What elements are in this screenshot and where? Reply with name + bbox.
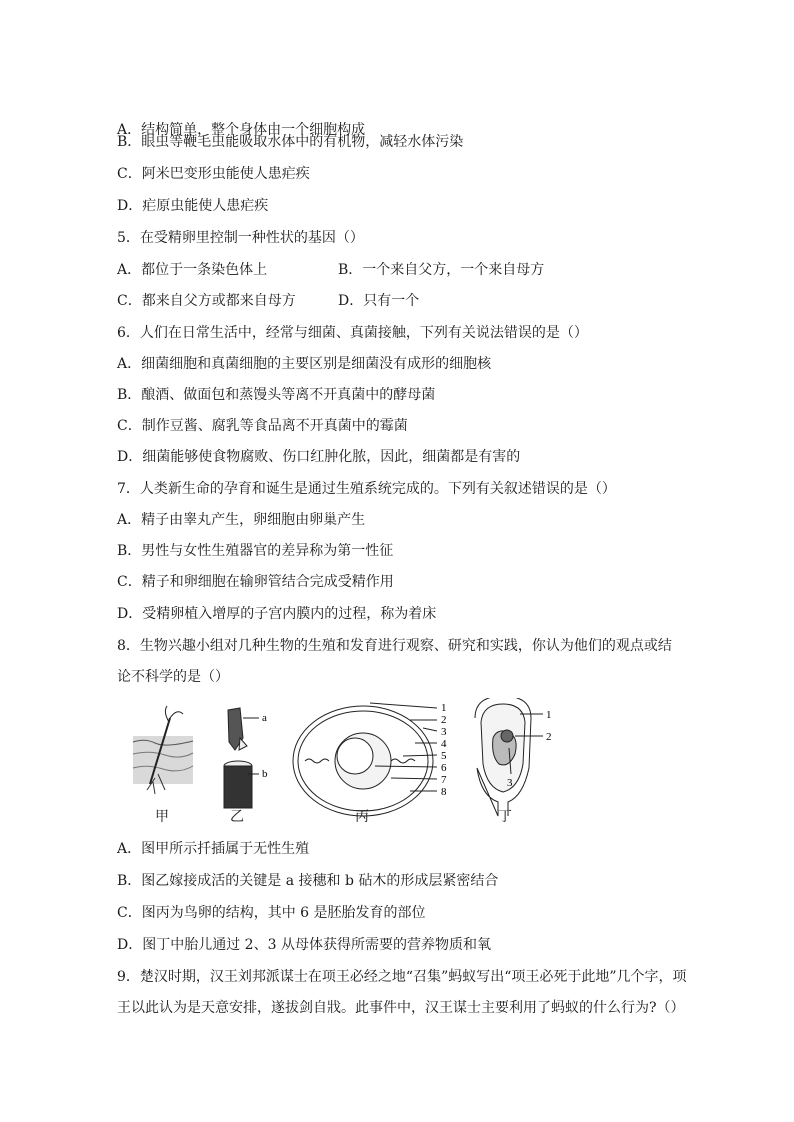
q8-option-d: D．图丁中胎儿通过 2、3 从母体获得所需要的营养物质和氧 [117,937,491,953]
q5-stem: 5．在受精卵里控制一种性状的基因（） [117,230,364,246]
q6-stem: 6．人们在日常生活中，经常与细菌、真菌接触，下列有关说法错误的是（） [117,325,588,341]
bing-num-3: 3 [441,726,447,738]
q8-stem-line1: 8．生物兴趣小组对几种生物的生殖和发育进行观察、研究和实践，你认为他们的观点或结 [117,638,672,654]
q8-option-c: C．图丙为鸟卵的结构，其中 6 是胚胎发育的部位 [117,905,426,921]
q7-stem: 7．人类新生命的孕育和诞生是通过生殖系统完成的。下列有关叙述错误的是（） [117,481,616,497]
bing-num-7: 7 [441,774,447,786]
q9-line1: 9．楚汉时期，汉王刘邦派谋士在项王必经之地“召集”蚂蚁写出“项王必死于此地”几个字，项 [117,969,687,985]
q5-option-b: B．一个来自父方，一个来自母方 [338,262,545,278]
bing-num-8: 8 [441,786,447,798]
figure-label-yi: 乙 [230,809,244,825]
figure-yi-label-b: b [262,768,268,780]
q4-option-d: D．疟原虫能使人患疟疾 [117,198,269,214]
figure-label-bing: 丙 [355,809,369,825]
figure-yi-label-a: a [262,712,267,724]
bing-num-2: 2 [441,714,447,726]
q4-option-c: C．阿米巴变形虫能使人患疟疾 [117,166,310,182]
q7-option-c: C．精子和卵细胞在输卵管结合完成受精作用 [117,574,394,590]
figure-label-jia: 甲 [155,809,169,825]
q6-option-c: C．制作豆酱、腐乳等食品离不开真菌中的霉菌 [117,418,408,434]
q5-option-c: C．都来自父方或都来自母方 [117,293,296,309]
bing-num-5: 5 [441,750,447,762]
q8-option-b: B．图乙嫁接成活的关键是 a 接穗和 b 砧木的形成层紧密结合 [117,873,499,889]
q7-option-b: B．男性与女性生殖器官的差异称为第一性征 [117,543,394,559]
figure-bing-numbers [441,702,447,798]
q8-option-a: A．图甲所示扦插属于无性生殖 [117,841,310,857]
q4-option-a: A．结构简单，整个身体由一个细胞构成 [117,122,366,138]
q8-stem-line2: 论不科学的是（） [117,669,229,685]
ding-num-3: 3 [507,777,513,789]
q6-option-a: A．细菌细胞和真菌细胞的主要区别是细菌没有成形的细胞核 [117,356,492,372]
figure-jia-cutting [133,706,193,794]
q9-line2: 王以此认为是天意安排，遂拔剑自戕。此事件中，汉王谋士主要利用了蚂蚁的什么行为?（） [117,1000,685,1016]
q5-option-d: D．只有一个 [338,293,420,309]
bing-num-6: 6 [441,762,447,774]
q5-option-a: A．都位于一条染色体上 [117,262,268,278]
q7-option-a: A．精子由睾丸产生，卵细胞由卵巢产生 [117,512,366,528]
ding-num-1: 1 [546,709,552,721]
q4-option-b: B．眼虫等鞭毛虫能吸取水体中的有机物，减轻水体污染 [117,134,464,150]
figure-ding-uterus [475,698,543,816]
q7-option-d: D．受精卵植入增厚的子宫内膜内的过程，称为着床 [117,606,437,622]
bing-num-4: 4 [441,738,447,750]
q6-option-d: D．细菌能够使食物腐败、伤口红肿化脓，因此，细菌都是有害的 [117,449,521,465]
q6-option-b: B．酿酒、做面包和蒸馒头等离不开真菌中的酵母菌 [117,387,436,403]
bing-num-1: 1 [441,702,447,714]
figure-label-ding: 丁 [498,809,512,825]
figure-yi-graft [224,708,259,808]
ding-num-2: 2 [546,731,552,743]
figure-bing-egg [293,703,437,816]
